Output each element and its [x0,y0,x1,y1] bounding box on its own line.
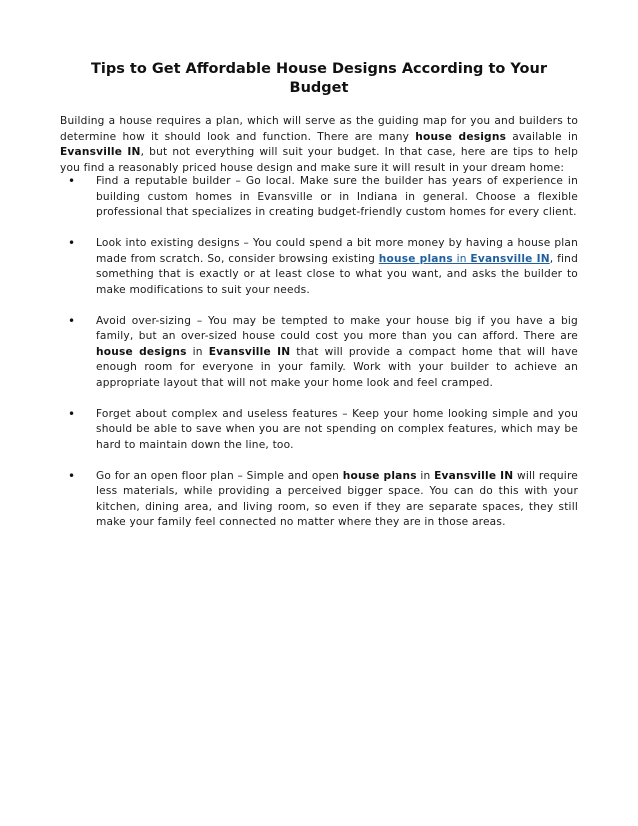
intro-keyword-house-designs: house designs [415,130,507,143]
tip-item-5 [60,469,578,531]
tip-text: in [186,345,209,358]
link-connector-text[interactable]: in [452,252,471,265]
bullet-icon: • [68,236,76,250]
tip-text: Go for an open floor plan – Simple and open [96,469,343,482]
page-title: Tips to Get Affordable House Designs According to Your Budget [90,61,547,96]
tips-list [60,174,578,546]
tip-text: that will provide a compact home that will have enough room for everyone in your family. Work with your builder to achieve an appropriate layout that will not make your home look and feel cramped. [96,345,579,389]
bullet-icon: • [68,313,76,328]
tip-text: Look into existing designs – You could spend a bit more money by having a house plan made from scratch. So, consider browsing existing [96,237,578,265]
tip-item-2 [60,236,578,298]
bullet-icon: • [68,406,76,421]
house-plans-link[interactable]: house plans [378,252,453,265]
tip-text: Find a reputable builder – Go local. Make sure the builder has years of experience in building custom homes in Evansville or in Indiana in general. Choose a flexible professional that specializes in creating budget-friendly custom homes for every client. [96,175,578,218]
tip-text: , find something that is exactly or at least close to what you want, and asks the builder to make modifications to suit your needs. [96,252,579,296]
tip-text: will require less materials, while providing a perceived bigger space. You can do this with your kitchen, dining area, and living room, so even if they are separate spaces, they still make your family feel connected no matter where they are in those areas. [96,469,578,528]
intro-keyword-evansville: Evansville IN [60,146,141,158]
intro-text-3: , but not everything will suit your budget. In that case, here are tips to help you find a reasonably priced house design and make sure it will result in your dream home: [60,146,578,174]
tip-text: Forget about complex and useless features – Keep your home looking simple and you should be able to save when you are not spending on complex features, which may be hard to maintain down the line, too. [96,407,578,451]
evansville-in-link[interactable]: Evansville IN [470,252,550,265]
bullet-icon: • [68,468,76,483]
intro-text-2: available in [506,130,578,143]
intro-paragraph [60,114,578,176]
tip-item-1 [60,174,578,221]
tip-text: in [416,469,435,482]
keyword-house-plans: house plans [342,469,417,482]
tip-item-4 [60,407,578,454]
tip-text: Avoid over-sizing – You may be tempted to make your house big if you have a big family, but an over-sized house could cost you more than you can afford. There are [96,314,578,342]
keyword-evansville: Evansville IN [434,469,514,482]
keyword-house-designs: house designs [96,345,187,358]
keyword-evansville: Evansville IN [208,345,291,358]
bullet-icon: • [68,174,76,188]
intro-text-1: Building a house requires a plan, which will serve as the guiding map for you and builders to determine how it should look and function. There are many [60,115,578,143]
tip-item-3 [60,314,578,392]
